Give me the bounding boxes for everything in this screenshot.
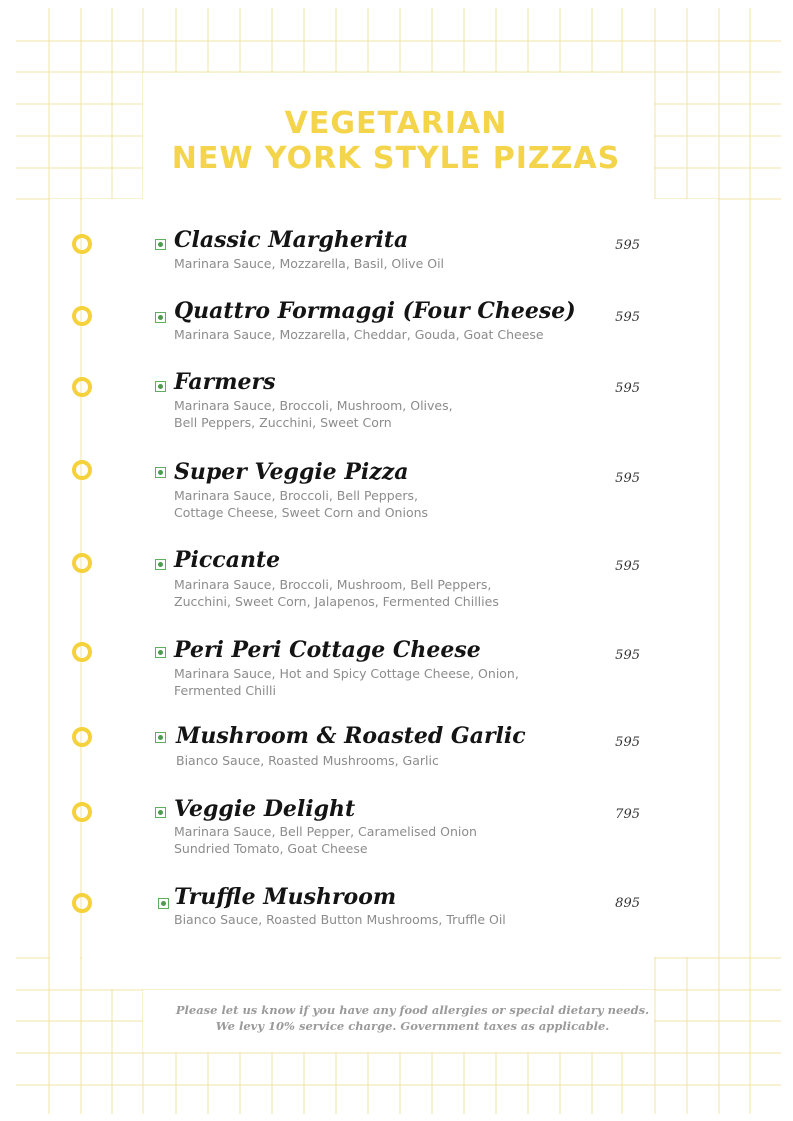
item-price: 595: [615, 735, 640, 750]
item-description: Marinara Sauce, Mozzarella, Basil, Olive Oil: [174, 256, 445, 271]
bullet-ring-icon: [72, 727, 92, 747]
item-name: Truffle Mushroom: [174, 884, 397, 910]
item-description: Bell Peppers, Zucchini, Sweet Corn: [174, 415, 392, 430]
item-price: 795: [615, 807, 640, 822]
item-description: Sundried Tomato, Goat Cheese: [174, 841, 368, 856]
item-description: Marinara Sauce, Mozzarella, Cheddar, Gouda, Goat Cheese: [174, 327, 544, 342]
item-description: Marinara Sauce, Hot and Spicy Cottage Cheese, Onion,: [174, 666, 519, 681]
item-price: 595: [615, 559, 640, 574]
item-description: Marinara Sauce, Broccoli, Bell Peppers,: [174, 488, 418, 503]
item-name: Piccante: [174, 547, 281, 573]
item-price: 595: [615, 310, 640, 325]
veg-mark-icon: [155, 807, 166, 818]
item-name: Super Veggie Pizza: [174, 459, 409, 485]
bullet-ring-icon: [72, 306, 92, 326]
item-description: Marinara Sauce, Broccoli, Mushroom, Olives,: [174, 398, 453, 413]
item-name: Mushroom & Roasted Garlic: [176, 723, 526, 749]
item-name: Quattro Formaggi (Four Cheese): [174, 298, 576, 324]
item-price: 595: [615, 381, 640, 396]
item-description: Marinara Sauce, Broccoli, Mushroom, Bell Peppers,: [174, 577, 492, 592]
menu-panel-right: [654, 199, 718, 957]
item-description: Zucchini, Sweet Corn, Jalapenos, Fermented Chillies: [174, 594, 499, 609]
item-price: 895: [615, 896, 640, 911]
veg-mark-icon: [155, 381, 166, 392]
item-price: 595: [615, 648, 640, 663]
veg-mark-icon: [155, 647, 166, 658]
bullet-ring-icon: [72, 642, 92, 662]
bullet-ring-icon: [72, 234, 92, 254]
menu-title-line1: VEGETARIAN: [284, 106, 508, 141]
veg-mark-icon: [155, 312, 166, 323]
veg-mark-icon: [155, 559, 166, 570]
item-price: 595: [615, 238, 640, 253]
item-description: Bianco Sauce, Roasted Button Mushrooms, Truffle Oil: [174, 912, 506, 927]
item-description: Fermented Chilli: [174, 683, 276, 698]
veg-mark-icon: [155, 467, 166, 478]
item-description: Cottage Cheese, Sweet Corn and Onions: [174, 505, 429, 520]
veg-mark-icon: [155, 239, 166, 250]
item-name: Farmers: [174, 369, 276, 395]
item-name: Veggie Delight: [174, 796, 356, 822]
veg-mark-icon: [158, 898, 169, 909]
item-description: Bianco Sauce, Roasted Mushrooms, Garlic: [176, 753, 439, 768]
footer-note: [160, 1002, 665, 1034]
bullet-ring-icon: [72, 460, 92, 480]
item-name: Peri Peri Cottage Cheese: [174, 637, 481, 663]
bullet-ring-icon: [72, 893, 92, 913]
item-description: Marinara Sauce, Bell Pepper, Caramelised Onion: [174, 824, 477, 839]
footer-line2: We levy 10% service charge. Government taxes as applicable.: [215, 1019, 610, 1033]
bullet-ring-icon: [72, 802, 92, 822]
veg-mark-icon: [155, 732, 166, 743]
menu-title-line2: NEW YORK STYLE PIZZAS: [171, 141, 621, 176]
item-price: 595: [615, 471, 640, 486]
bullet-ring-icon: [72, 553, 92, 573]
item-name: Classic Margherita: [174, 227, 409, 253]
bullet-ring-icon: [72, 377, 92, 397]
footer-line1: Please let us know if you have any food allergies or special dietary needs.: [175, 1003, 650, 1017]
